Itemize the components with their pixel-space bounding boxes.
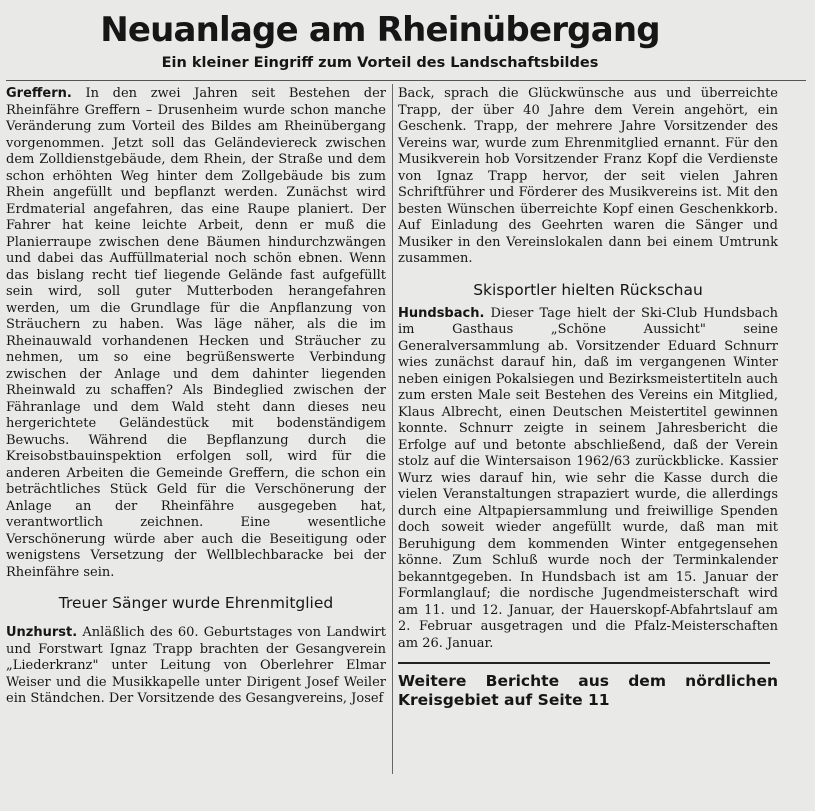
saenger-body-left: Anläßlich des 60. Geburtstages von Landwirt und Forstwart Ignaz Trapp brachten der Gesangverein „Liederkranz" unter Leitung von Oberlehrer Elmar Weiser und die Musikkapelle unter Dirigent Josef Weiler ein Ständchen. Der Vorsitzende des Gesangvereins, Josef — [6, 625, 386, 706]
ski-body: Dieser Tage hielt der Ski-Club Hundsbach im Gasthaus „Schöne Aussicht" seine Generalversammlung ab. Vorsitzender Eduard Schnurr wies zunächst darauf hin, daß im vergangenen Winter neben einigen Pokalsiegen und Bezirksmeistertiteln auch zum ersten Male seit Bestehen des Vereins ein Mitglied, Klaus Albrecht, einen Deutschen Meistertitel gewinnen konnte. Schnurr zeigte in seinem Jahresbericht die Erfolge auf und betonte abschließend, daß der Verein stolz auf die Wintersaison 1962/63 zurückblicke. Kassier Wurz wies darauf hin, wie sehr die Kasse durch die vielen Veranstaltungen strapaziert wurde, die allerdings durch eine Altpapiersammlung und freiwillige Spenden doch soweit wieder angefüllt wurde, daß man mit Beruhigung dem kommenden Winter entgegensehen könne. Zum Schluß wurde noch der Terminkalender bekanntgegeben. In Hundsbach ist am 15. Januar der Formlanglauf; die nordische Jugendmeisterschaft wird am 11. und 12. Januar, der Hauerskopf-Abfahrtslauf am 2. Februar ausgetragen und die Pfalz-Meisterschaften am 26. Januar. — [398, 305, 778, 651]
main-article — [6, 86, 386, 581]
saenger-body-right: Back, sprach die Glückwünsche aus und überreichte Trapp, der über 40 Jahre dem Verein angehört, ein Geschenk. Trapp, der mehrere Jahre Vorsitzender des Vereins war, wurde zum Ehrenmitglied ernannt. Für den Musikverein hob Vorsitzender Franz Kopf die Verdienste von Ignaz Trapp hervor, der seit vielen Jahren Schriftführer und Förderer des Musikvereins ist. Mit den besten Wünschen überreichte Kopf einen Geschenkkorb. Auf Einladung des Geehrten waren die Sänger und Musiker in den Vereinslokalen dann bei einem Umtrunk zusammen. — [398, 86, 778, 266]
column-rule — [392, 84, 393, 774]
main-article-body: In den zwei Jahren seit Bestehen der Rheinfähre Greffern – Drusenheim wurde schon manche Veränderung zum Vorteil des Bildes am Rheinübergang vorgenommen. Jetzt soll das Geländeviereck zwischen dem Zolldienstgebäude, dem Rhein, der Straße und dem schon erhöhten Weg hinter dem Zollgebäude bis zum Rhein angefüllt und bepflanzt werden. Zunächst wird Erdmaterial angefahren, das eine Raupe planiert. Der Fahrer hat keine leichte Arbeit, denn er muß die Planierraupe zwischen dene Bäumen hindurchzwängen und dabei das Auffüllmaterial noch schön ebnen. Wenn das bislang recht tief liegende Gelände fast aufgefüllt sein wird, soll guter Mutterboden herangefahren werden, um die Grundlage für die Anpflanzung von Sträuchern zu haben. Was läge näher, als die im Rheinauwald vorhandenen Hecken und Sträucher zu nehmen, um so eine begrüßenswerte Verbindung zwischen der Anlage und dem dahinter liegenden Rheinwald zu schaffen? Als Bindeglied zwischen der Fähranlage und dem Wald steht dann dieses neu hergerichtete Geländestück mit bodenständigem Bewuchs. Während die Bepflanzung durch die Kreisobstbauinspektion erfolgen soll, wird für die anderen Arbeiten die Gemeinde Greffern, die schon ein beträchtliches Stück Geld für die Verschönerung der Anlage an der Rheinfähre ausgegeben hat, verantwortlich zeichnen. Eine wesentliche Verschönerung würde aber auch die Beseitigung oder wenigstens Versetzung der Wellblechbaracke bei der Rheinfähre sein. — [6, 86, 386, 580]
left-column — [6, 86, 386, 708]
main-article-dateline: Greffern. — [6, 86, 72, 101]
headline: Neuanlage am Rheinübergang — [100, 10, 660, 50]
subheadline: Ein kleiner Eingriff zum Vorteil des Landschaftsbildes — [161, 55, 599, 71]
saenger-dateline: Unzhurst. — [6, 625, 78, 640]
ski-dateline: Hundsbach. — [398, 305, 485, 321]
ski-article — [398, 306, 778, 653]
ski-heading: Skisportler hielten Rückschau — [473, 280, 703, 299]
saenger-heading: Treuer Sänger wurde Ehrenmitglied — [58, 594, 334, 612]
saenger-article-start — [6, 625, 386, 708]
footer-rule — [398, 662, 770, 664]
right-column — [398, 86, 778, 710]
top-rule — [6, 80, 806, 81]
page-reference: Weitere Berichte aus dem nördlichen Kreisgebiet auf Seite 11 — [398, 672, 778, 709]
